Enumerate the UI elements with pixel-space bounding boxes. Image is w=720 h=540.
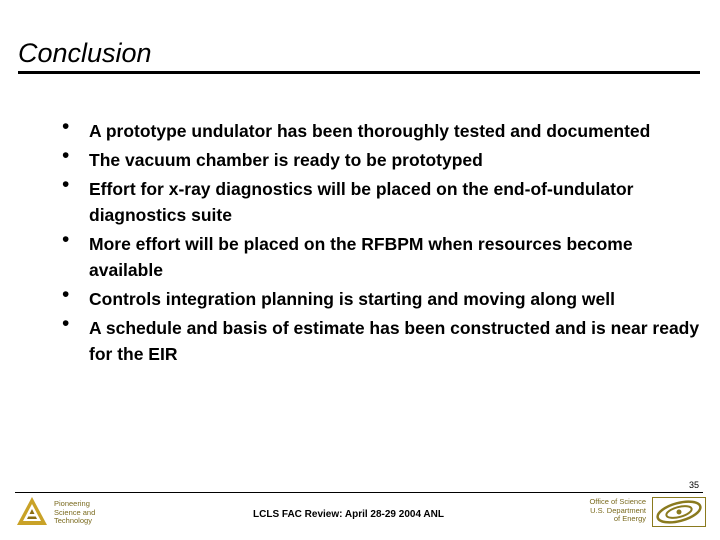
bullet-item [62,173,702,228]
bullet-dot-icon: • [62,173,70,196]
bullet-item [62,144,702,173]
bullet-dot-icon: • [62,228,70,251]
bullet-item [62,312,702,367]
bullet-dot-icon: • [62,283,70,306]
bullet-item [62,283,702,312]
footer-center-text: LCLS FAC Review: April 28-29 2004 ANL [253,509,444,520]
footer-right-text: Office of Science U.S. Department of Energy [589,497,646,523]
bullet-text: The vacuum chamber is ready to be prototyped [89,150,483,170]
bullet-text: A schedule and basis of estimate has been constructed and is near ready for the EIR [89,318,700,364]
argonne-logo-icon [16,496,48,526]
title-divider [18,71,700,74]
page-number: 35 [688,480,699,490]
slide-title: Conclusion [18,38,152,68]
bullet-item [62,115,702,144]
bullet-item [62,228,702,283]
bullet-dot-icon: • [62,144,70,167]
bullet-text: Effort for x-ray diagnostics will be placed on the end-of-undulator diagnostics suite [89,179,634,225]
bullet-text: Controls integration planning is starting and moving along well [89,289,615,309]
bullet-text: A prototype undulator has been thoroughly tested and documented [89,121,651,141]
footer-left-text: Pioneering Science and Technology [54,499,96,525]
bullet-list [62,115,702,370]
footer-divider [15,492,703,493]
bullet-text: More effort will be placed on the RFBPM when resources become available [89,234,633,280]
bullet-dot-icon: • [62,312,70,335]
doe-office-of-science-logo-icon [652,497,706,527]
bullet-dot-icon: • [62,115,70,138]
